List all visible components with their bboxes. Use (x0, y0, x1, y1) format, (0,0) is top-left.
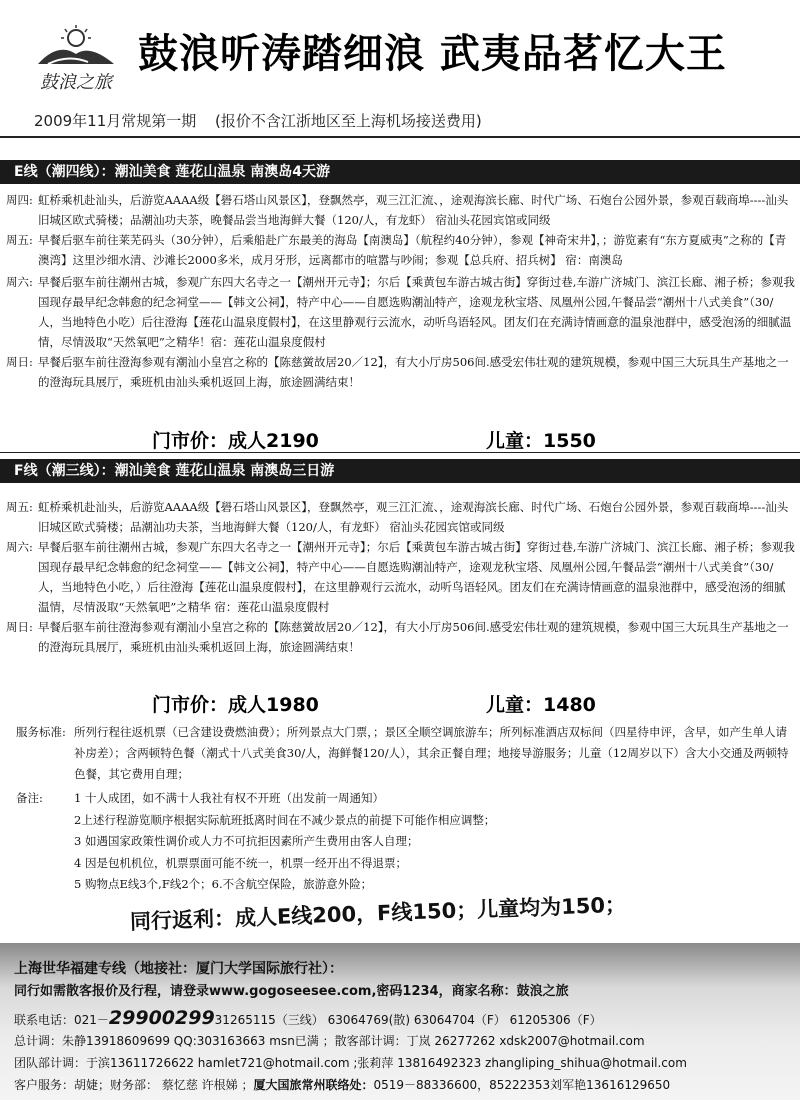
service-bold: 厦大国旅常州联络处： (253, 1078, 374, 1092)
child-price: 儿童：1550 (486, 430, 596, 452)
note-item: 4 因是包机机位，机票票面可能不统一，机票一经开出不得退票； (74, 855, 407, 870)
notes-row (16, 788, 796, 896)
contact-service (14, 1076, 670, 1093)
note-item: 5 购物点E线3个,F线2个；6.不含航空保险，旅游意外险； (74, 877, 373, 891)
day-label: 周五: (6, 233, 33, 247)
phone-rest: 31265115（三线） 63064769(散) 63064704（F） 61205306（F） (214, 1013, 602, 1027)
day-text: 早餐后驱车前往莱芜码头（30分钟），后乘船赴广东最美的海岛【南澳岛】（航程约40分钟），参观【神奇宋井】，；游览素有“东方夏威夷”之称的【青澳湾】这里沙细水清、沙滩长2000多米，成月牙形，远离都市的喧嚣与吵闹；参观【总兵府、招兵树】 宿：南澳岛 (38, 233, 787, 267)
day-row (6, 617, 796, 657)
adult-price: 门市价：成人2190 (152, 430, 319, 452)
day-text: 虹桥乘机赴汕头，后游览AAAA级【礐石塔山风景区】，登飘然亭，观三江汇流、，途观海滨长廊、时代广场、石炮台公园外景，参观百载商埠----汕头旧城区欧式骑楼；品潮汕功夫茶，当地海鲜大餐（120/人，有龙虾） 宿汕头花园宾馆或同级 (38, 500, 789, 534)
note-item: 1 十人成团，如不满十人我社有权不开班（出发前一周通知） (74, 791, 384, 805)
phone-main: 29900299 (108, 1007, 215, 1029)
day-row (6, 230, 796, 270)
price-note: (报价不含江浙地区至上海机场接送费用) (215, 112, 482, 130)
page-title: 鼓浪听涛踏细浪 武夷品茗忆大王 (138, 31, 727, 77)
tour-e-heading: E线（潮四线）：潮汕美食 莲花山温泉 南澳岛4天游 (0, 160, 800, 184)
day-row (6, 497, 796, 537)
divider (0, 452, 800, 453)
adult-price: 门市价：成人1980 (152, 694, 319, 716)
day-text: 虹桥乘机赴汕头，后游览AAAA级【礐石塔山风景区】，登飘然亭，观三江汇流、，途观海滨长廊、时代广场、石炮台公园外景，参观百载商埠----汕头旧城区欧式骑楼；品潮汕功夫茶，晚餐品尝当地海鲜大餐（120/人，有龙虾） 宿汕头花园宾馆或同级 (38, 193, 789, 227)
notes-list (74, 788, 495, 896)
day-label: 周五: (6, 500, 33, 514)
mountain-sun-icon (28, 24, 124, 70)
day-label: 周日: (6, 355, 33, 369)
logo-text: 鼓浪之旅 (40, 72, 112, 93)
tour-f-itinerary (6, 497, 796, 657)
services-row (16, 722, 796, 785)
day-label: 周日: (6, 620, 33, 634)
contact-phones (14, 1007, 602, 1029)
service-prefix: 客户服务：胡婕；财务部： 蔡忆慈 许根娣 ； (14, 1078, 254, 1092)
header (0, 0, 800, 110)
day-text: 早餐后驱车前往潮州古城，参观广东四大名寺之一【潮州开元寺】；尔后【乘黄包车游古城古街】穿街过巷,车游广济城门、滨江长廊、湘子桥；参观我国现存最早纪念韩愈的纪念祠堂——【韩文公祠】，特产中心——自愿选购潮汕特产，途观龙秋宝塔、凤凰州公园,午餐品尝“潮州十八式美食”（30/人，当地特色小吃，）后往澄海【莲花山温泉度假村】，在这里静观行云流水，动听鸟语轻风。团友们在充满诗情画意的温泉池群中，感受泡汤的细腻温情，尽情汲取“天然氧吧”之精华 宿：莲花山温泉度假村 (38, 540, 795, 614)
day-row (6, 190, 796, 230)
note-item: 2上述行程游览顺序根据实际航班抵离时间在不减少景点的前提下可能作相应调整； (74, 812, 496, 827)
services-text: 所列行程往返机票（已含建设费燃油费）；所列景点大门票，；景区全顺空调旅游车；所列标准酒店双标间（四星待申评，含早，如产生单人请补房差）；含两顿特色餐（潮式十八式美食30/人，海鲜餐120/人），其余正餐自理；地接导游服务；儿童（12周岁以下）含大小交通及两顿特色餐，其它费用自理； (74, 725, 789, 781)
tour-e-itinerary (6, 190, 796, 392)
contact-group: 团队部计调：于滨13611726622 hamlet721@hotmail.com ;张莉萍 13816492323 zhangliping_shihua@hotmail.com (14, 1056, 687, 1070)
footer-website: 同行如需散客报价及行程，请登录www.gogoseesee.com,密码1234，商家名称：鼓浪之旅 (14, 984, 569, 999)
day-row (6, 537, 796, 617)
tour-f-heading: F线（潮三线）：潮汕美食 莲花山温泉 南澳岛三日游 (0, 459, 800, 483)
services-label: 服务标准: (16, 725, 66, 739)
day-label: 周六: (6, 275, 33, 289)
child-price: 儿童：1480 (486, 694, 596, 716)
day-text: 早餐后驱车前往澄海参观有潮汕小皇宫之称的【陈慈黉故居20／12】，有大小厅房506间.感受宏伟壮观的建筑规模，参观中国三大玩具生产基地之一的澄海玩具展厅，乘班机由汕头乘机返回上海，旅途圆满结束！ (38, 620, 789, 654)
divider (0, 136, 800, 138)
footer-agency: 上海世华福建专线（地接社：厦门大学国际旅行社）： (14, 961, 343, 977)
logo (28, 24, 124, 94)
day-label: 周四: (6, 193, 33, 207)
day-row (6, 272, 796, 352)
subtitle (34, 110, 482, 131)
service-suffix: 0519－88336600，85222353刘军艳13616129650 (373, 1078, 671, 1092)
note-item: 3 如遇国家政策性调价或人力不可抗拒因素所产生费用由客人自理； (74, 834, 419, 848)
contact-consult: 总计调：朱静13918609699 QQ:303163663 msn已满 ；散客部计调：丁岚 26277262 xdsk2007@hotmail.com (14, 1034, 645, 1048)
services-section (16, 722, 796, 896)
phone-label: 联系电话：021－ (14, 1013, 109, 1027)
day-text: 早餐后驱车前往潮州古城，参观广东四大名寺之一【潮州开元寺】；尔后【乘黄包车游古城古街】穿街过巷,车游广济城门、滨江长廊、湘子桥；参观我国现存最早纪念韩愈的纪念祠堂——【韩文公祠】，特产中心——自愿选购潮汕特产，途观龙秋宝塔、凤凰州公园,午餐品尝“潮州十八式美食”（30/人，当地特色小吃）后往澄海【莲花山温泉度假村】，在这里静观行云流水，动听鸟语轻风。团友们在充满诗情画意的温泉池群中，感受泡汤的细腻温情，尽情汲取“天然氧吧”之精华！宿：莲花山温泉度假村 (38, 275, 795, 349)
day-text: 早餐后驱车前往澄海参观有潮汕小皇宫之称的【陈慈黉故居20／12】，有大小厅房506间.感受宏伟壮观的建筑规模，参观中国三大玩具生产基地之一的澄海玩具展厅，乘班机由汕头乘机返回上海，旅途圆满结束！ (38, 355, 789, 389)
rebate-banner: 同行返利：成人E线200，F线150；儿童均为150； (129, 892, 627, 934)
notes-label: 备注: (16, 791, 43, 805)
day-row (6, 352, 796, 392)
issue-label: 2009年11月常规第一期 (34, 112, 197, 130)
day-label: 周六: (6, 540, 33, 554)
